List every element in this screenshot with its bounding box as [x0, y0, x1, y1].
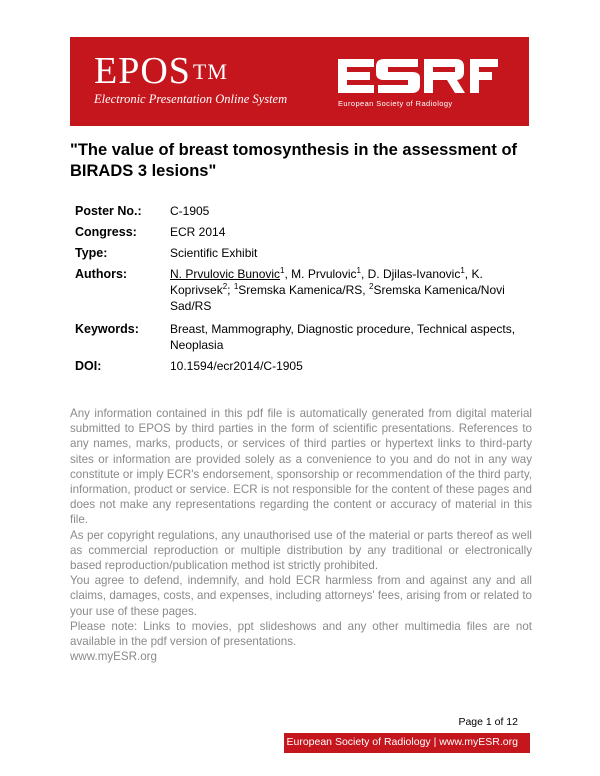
esr-logo-icon — [338, 59, 498, 93]
meta-row-type — [75, 245, 525, 261]
meta-row-poster-no — [75, 203, 525, 219]
meta-row-doi — [75, 358, 525, 374]
disclaimer — [70, 406, 532, 664]
poster-metadata — [75, 203, 525, 374]
disclaimer-paragraph: Please note: Links to movies, ppt slideshows and any other multimedia files are not available in the pdf version of presentations. — [70, 619, 532, 649]
poster-no-value: C-1905 — [170, 204, 210, 218]
footer-text: European Society of Radiology | www.myESR.org — [286, 736, 518, 748]
type-value: Scientific Exhibit — [170, 246, 258, 260]
congress-value: ECR 2014 — [170, 225, 226, 239]
esr-website-link[interactable]: www.myESR.org — [70, 650, 157, 664]
disclaimer-paragraph: Any information contained in this pdf file is automatically generated from digital material submitted to EPOS by third parties in the form of scientific presentations. References to any names, marks, products, or services of third parties or hypertext links to third-party sites or information are provided solely as a convenience to you and do not in any way constitute or imply ECR's endorsement, sponsorship or recommendation of the third party, information, product or service. ECR is not responsible for the content of these pages and does not make any representations regarding the content or accuracy of material in this file. — [70, 407, 532, 527]
doi-value[interactable]: 10.1594/ecr2014/C-1905 — [170, 359, 303, 373]
poster-no-label: Poster No.: — [75, 204, 142, 218]
congress-label: Congress: — [75, 225, 137, 239]
disclaimer-paragraph: You agree to defend, indemnify, and hold ECR harmless from and against any and all claims, damages, costs, and expenses, including attorneys' fees, arising from or related to your use of these pages. — [70, 574, 532, 618]
footer-bar — [284, 733, 530, 753]
keywords-label: Keywords: — [75, 322, 139, 336]
keywords-value: Breast, Mammography, Diagnostic procedure, Technical aspects, Neoplasia — [170, 322, 516, 352]
meta-row-authors — [75, 266, 525, 314]
type-label: Type: — [75, 246, 108, 260]
meta-row-keywords — [75, 321, 525, 353]
meta-row-congress — [75, 224, 525, 240]
author-link[interactable]: N. Prvulovic Bunovic — [170, 267, 281, 281]
authors-value: N. Prvulovic Bunovic$^1$, M. Prvulovic$^1$, D. Djilas-Ivanovic$^1$, K. Koprivsek$^2$; $^1$Sremska Kamenica/RS, $^2$Sremska Kamenica/Novi Sad/RS — [170, 266, 505, 313]
epos-logo: EPOS™ — [94, 50, 228, 92]
page-number: Page 1 of 12 — [458, 716, 518, 728]
poster-title: "The value of breast tomosynthesis in the assessment of BIRADS 3 lesions" — [70, 141, 518, 180]
doi-label: DOI: — [75, 359, 102, 373]
authors-label: Authors: — [75, 267, 128, 281]
epos-subtitle: Electronic Presentation Online System — [94, 92, 288, 106]
esr-subtitle: European Society of Radiology — [338, 99, 453, 108]
header-banner — [70, 37, 529, 126]
disclaimer-paragraph: As per copyright regulations, any unauthorised use of the material or parts thereof as well as commercial reproduction or multiple distribution by any traditional or electronically based reproduction/publication method ist strictly prohibited. — [70, 528, 532, 573]
